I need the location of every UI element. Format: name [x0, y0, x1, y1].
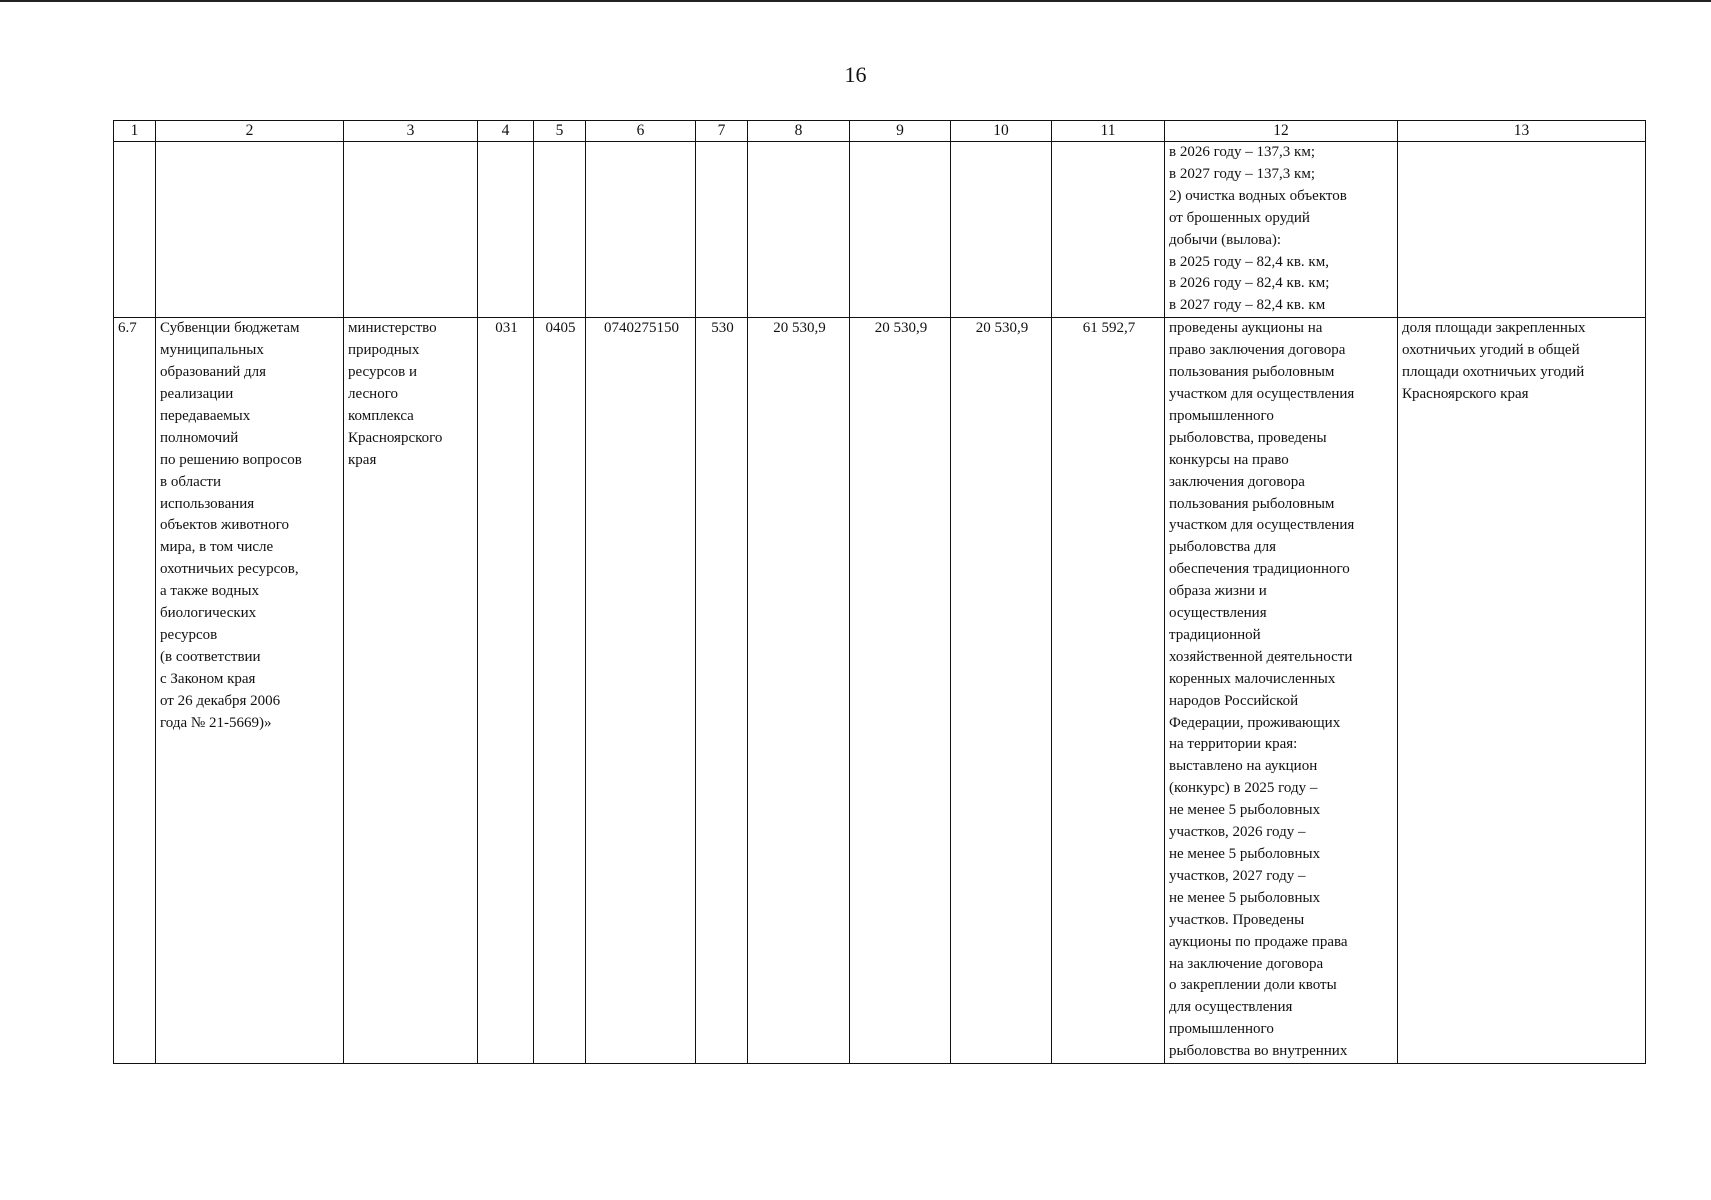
result-text-line: традиционной [1169, 626, 1261, 643]
indicator-text-line: Красноярского края [1402, 385, 1529, 402]
column-header: 10 [951, 121, 1052, 142]
column-header: 2 [156, 121, 344, 142]
result-text-line: не менее 5 рыболовных [1169, 802, 1321, 819]
result-text-line: хозяйственной деятельности [1169, 648, 1353, 665]
column-header: 1 [114, 121, 156, 142]
result-text-line: право заключения договора [1169, 342, 1346, 359]
column-header: 6 [586, 121, 696, 142]
expense-type-cell: 530 [696, 318, 748, 1064]
result-text-line: в 2026 году – 82,4 кв. км; [1169, 275, 1330, 292]
name-text-line: ресурсов [160, 626, 218, 643]
page-number: 16 [844, 62, 867, 87]
result-text-line: в 2026 году – 137,3 км; [1169, 144, 1316, 160]
column-header: 3 [344, 121, 478, 142]
column-number-row [114, 121, 1646, 142]
result-text-line: проведены аукционы на [1169, 320, 1323, 337]
indicator-text-line: площади охотничьих угодий [1402, 364, 1585, 381]
column-header: 4 [478, 121, 534, 142]
name-text-line: биологических [160, 605, 257, 622]
result-text-line: образа жизни и [1169, 583, 1267, 600]
result-text-line: осуществления [1169, 605, 1267, 622]
name-text-line: муниципальных [160, 342, 264, 359]
result-text-line: аукционы по продаже права [1169, 933, 1348, 950]
result-text-line: 2) очистка водных объектов [1169, 187, 1347, 204]
result-text-line: промышленного [1169, 1021, 1274, 1038]
result-text-line: в 2025 году – 82,4 кв. км, [1169, 253, 1329, 270]
grbs-code-cell: 031 [478, 318, 534, 1064]
column-header: 12 [1165, 121, 1398, 142]
result-text-line: участков, 2026 году – [1169, 824, 1306, 841]
result-text-line: (конкурс) в 2025 году – [1169, 780, 1318, 797]
amount-2026-cell: 20 530,9 [850, 318, 951, 1064]
result-text-line: Федерации, проживающих [1169, 714, 1341, 731]
program-name-cell [156, 318, 344, 1064]
result-text-line: не менее 5 рыболовных [1169, 889, 1321, 906]
indicator-text-line: охотничьих угодий в общей [1402, 342, 1580, 359]
column-header: 9 [850, 121, 951, 142]
result-continued-cell [1165, 142, 1398, 318]
name-text-line: мира, в том числе [160, 539, 274, 556]
result-text-line: на заключение договора [1169, 955, 1324, 972]
name-text-line: полномочий [160, 429, 239, 446]
executor-text-line: природных [348, 342, 420, 359]
executor-text-line: министерство [348, 320, 437, 337]
result-text-line: на территории края: [1169, 736, 1298, 753]
result-text-line: в 2027 году – 82,4 кв. км [1169, 297, 1326, 314]
row-number-cell: 6.7 [114, 318, 156, 1064]
result-text-line: конкурсы на право [1169, 451, 1289, 468]
result-text-line: пользования рыболовным [1169, 495, 1335, 512]
scan-top-edge [0, 0, 1711, 2]
result-text-line: в 2027 году – 137,3 км; [1169, 165, 1316, 182]
column-header: 8 [748, 121, 850, 142]
result-text-line: участков. Проведены [1169, 911, 1305, 928]
result-text-line: народов Российской [1169, 692, 1299, 709]
name-text-line: в области [160, 473, 221, 490]
result-text-line: промышленного [1169, 407, 1274, 424]
column-header: 5 [534, 121, 586, 142]
table-cell [156, 142, 344, 318]
table-cell [586, 142, 696, 318]
result-text-line: рыболовства для [1169, 539, 1277, 556]
section-code-cell: 0405 [534, 318, 586, 1064]
table-cell [344, 142, 478, 318]
table-cell [1398, 142, 1646, 318]
result-text-line: добычи (вылова): [1169, 231, 1282, 248]
result-text-line: от брошенных орудий [1169, 209, 1310, 226]
amount-2025-cell: 20 530,9 [748, 318, 850, 1064]
result-text-line: не менее 5 рыболовных [1169, 846, 1321, 862]
table-row-continued [114, 142, 1646, 318]
executor-text-line: ресурсов и [348, 364, 418, 381]
amount-total-cell: 61 592,7 [1052, 318, 1165, 1064]
result-text-line: рыболовства во внутренних [1169, 1043, 1348, 1060]
name-text-line: передаваемых [160, 407, 251, 424]
result-text-line: о закреплении доли квоты [1169, 977, 1337, 994]
table-row-6-7 [114, 318, 1646, 1064]
result-text-line: рыболовства, проведены [1169, 429, 1327, 446]
name-text-line: использования [160, 495, 255, 512]
result-text-line: выставлено на аукцион [1169, 758, 1318, 775]
target-article-cell: 0740275150 [586, 318, 696, 1064]
executor-text-line: края [348, 451, 377, 468]
result-text-line: коренных малочисленных [1169, 670, 1336, 687]
budget-table [113, 120, 1646, 1064]
expected-result-cell [1165, 318, 1398, 1064]
executor-text-line: лесного [348, 385, 398, 402]
name-text-line: от 26 декабря 2006 [160, 692, 281, 709]
name-text-line: года № 21-5669)» [160, 714, 272, 731]
name-text-line: а также водных [160, 583, 259, 600]
table-cell [748, 142, 850, 318]
result-text-line: обеспечения традиционного [1169, 561, 1350, 578]
result-text-line: заключения договора [1169, 473, 1305, 490]
name-text-line: объектов животного [160, 517, 289, 534]
executor-text-line: Красноярского [348, 429, 443, 446]
name-text-line: охотничьих ресурсов, [160, 561, 299, 578]
table-cell [1052, 142, 1165, 318]
executor-text-line: комплекса [348, 407, 414, 424]
amount-2027-cell: 20 530,9 [951, 318, 1052, 1064]
table-cell [696, 142, 748, 318]
name-text-line: реализации [160, 385, 234, 402]
column-header: 7 [696, 121, 748, 142]
column-header: 13 [1398, 121, 1646, 142]
indicator-text-line: доля площади закрепленных [1402, 320, 1586, 337]
name-text-line: Субвенции бюджетам [160, 320, 300, 337]
indicator-cell [1398, 318, 1646, 1064]
result-text-line: участком для осуществления [1169, 385, 1355, 402]
table-cell [114, 142, 156, 318]
name-text-line: (в соответствии [160, 648, 261, 665]
result-text-line: участков, 2027 году – [1169, 867, 1306, 884]
table-cell [951, 142, 1052, 318]
result-text-line: участком для осуществления [1169, 517, 1355, 534]
table-cell [478, 142, 534, 318]
result-text-line: для осуществления [1169, 999, 1293, 1016]
column-header: 11 [1052, 121, 1165, 142]
name-text-line: образований для [160, 364, 267, 381]
executor-cell [344, 318, 478, 1064]
table-cell [534, 142, 586, 318]
name-text-line: с Законом края [160, 670, 256, 687]
result-text-line: пользования рыболовным [1169, 364, 1335, 381]
table-cell [850, 142, 951, 318]
name-text-line: по решению вопросов [160, 451, 302, 468]
